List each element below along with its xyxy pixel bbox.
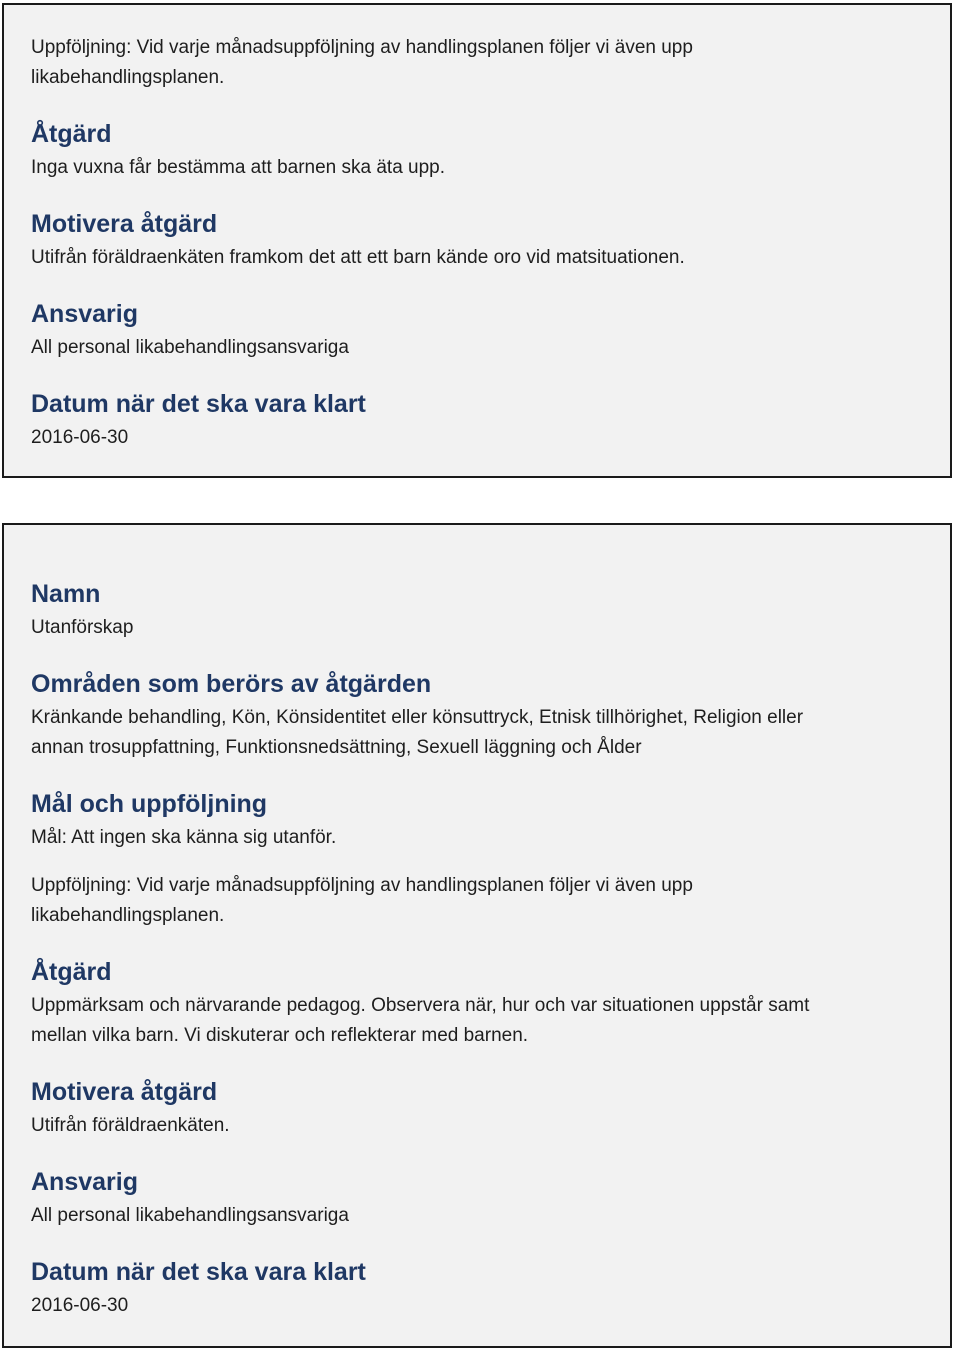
- motivate-action-text: Utifrån föräldraenkäten.: [31, 1115, 230, 1136]
- motivate-action-heading: Motivera åtgärd: [31, 210, 218, 238]
- responsible-heading: Ansvarig: [31, 300, 138, 328]
- responsible-heading: Ansvarig: [31, 1168, 138, 1196]
- due-date-heading: Datum när det ska vara klart: [31, 390, 366, 418]
- followup-text-line-2: likabehandlingsplanen.: [31, 67, 225, 88]
- action-card-utanforskap: [2, 523, 952, 1348]
- responsible-text: All personal likabehandlingsansvariga: [31, 1205, 349, 1226]
- followup-text-line-1: Uppföljning: Vid varje månadsuppföljning av handlingsplanen följer vi även upp: [31, 875, 693, 896]
- motivate-action-text: Utifrån föräldraenkäten framkom det att ett barn kände oro vid matsituationen.: [31, 247, 685, 268]
- action-text-line-2: mellan vilka barn. Vi diskuterar och reflekterar med barnen.: [31, 1025, 529, 1046]
- action-text-line-1: Uppmärksam och närvarande pedagog. Observera när, hur och var situationen uppstår samt: [31, 995, 810, 1016]
- action-heading: Åtgärd: [31, 958, 112, 986]
- action-heading: Åtgärd: [31, 120, 112, 148]
- responsible-text: All personal likabehandlingsansvariga: [31, 337, 349, 358]
- followup-text-line-2: likabehandlingsplanen.: [31, 905, 225, 926]
- name-heading: Namn: [31, 580, 101, 608]
- due-date-text: 2016-06-30: [31, 1295, 129, 1316]
- motivate-action-heading: Motivera åtgärd: [31, 1078, 218, 1106]
- followup-text-line-1: Uppföljning: Vid varje månadsuppföljning av handlingsplanen följer vi även upp: [31, 37, 693, 58]
- action-card-matsituation: [2, 3, 952, 478]
- goal-followup-heading: Mål och uppföljning: [31, 790, 268, 818]
- action-text: Inga vuxna får bestämma att barnen ska äta upp.: [31, 157, 446, 178]
- areas-text-line-1: Kränkande behandling, Kön, Könsidentitet eller könsuttryck, Etnisk tillhörighet, Religion eller: [31, 707, 804, 728]
- areas-text-line-2: annan trosuppfattning, Funktionsnedsättning, Sexuell läggning och Ålder: [31, 737, 642, 758]
- due-date-text: 2016-06-30: [31, 427, 129, 448]
- areas-heading: Områden som berörs av åtgärden: [31, 670, 432, 698]
- name-text: Utanförskap: [31, 617, 134, 638]
- goal-text: Mål: Att ingen ska känna sig utanför.: [31, 827, 337, 848]
- due-date-heading: Datum när det ska vara klart: [31, 1258, 366, 1286]
